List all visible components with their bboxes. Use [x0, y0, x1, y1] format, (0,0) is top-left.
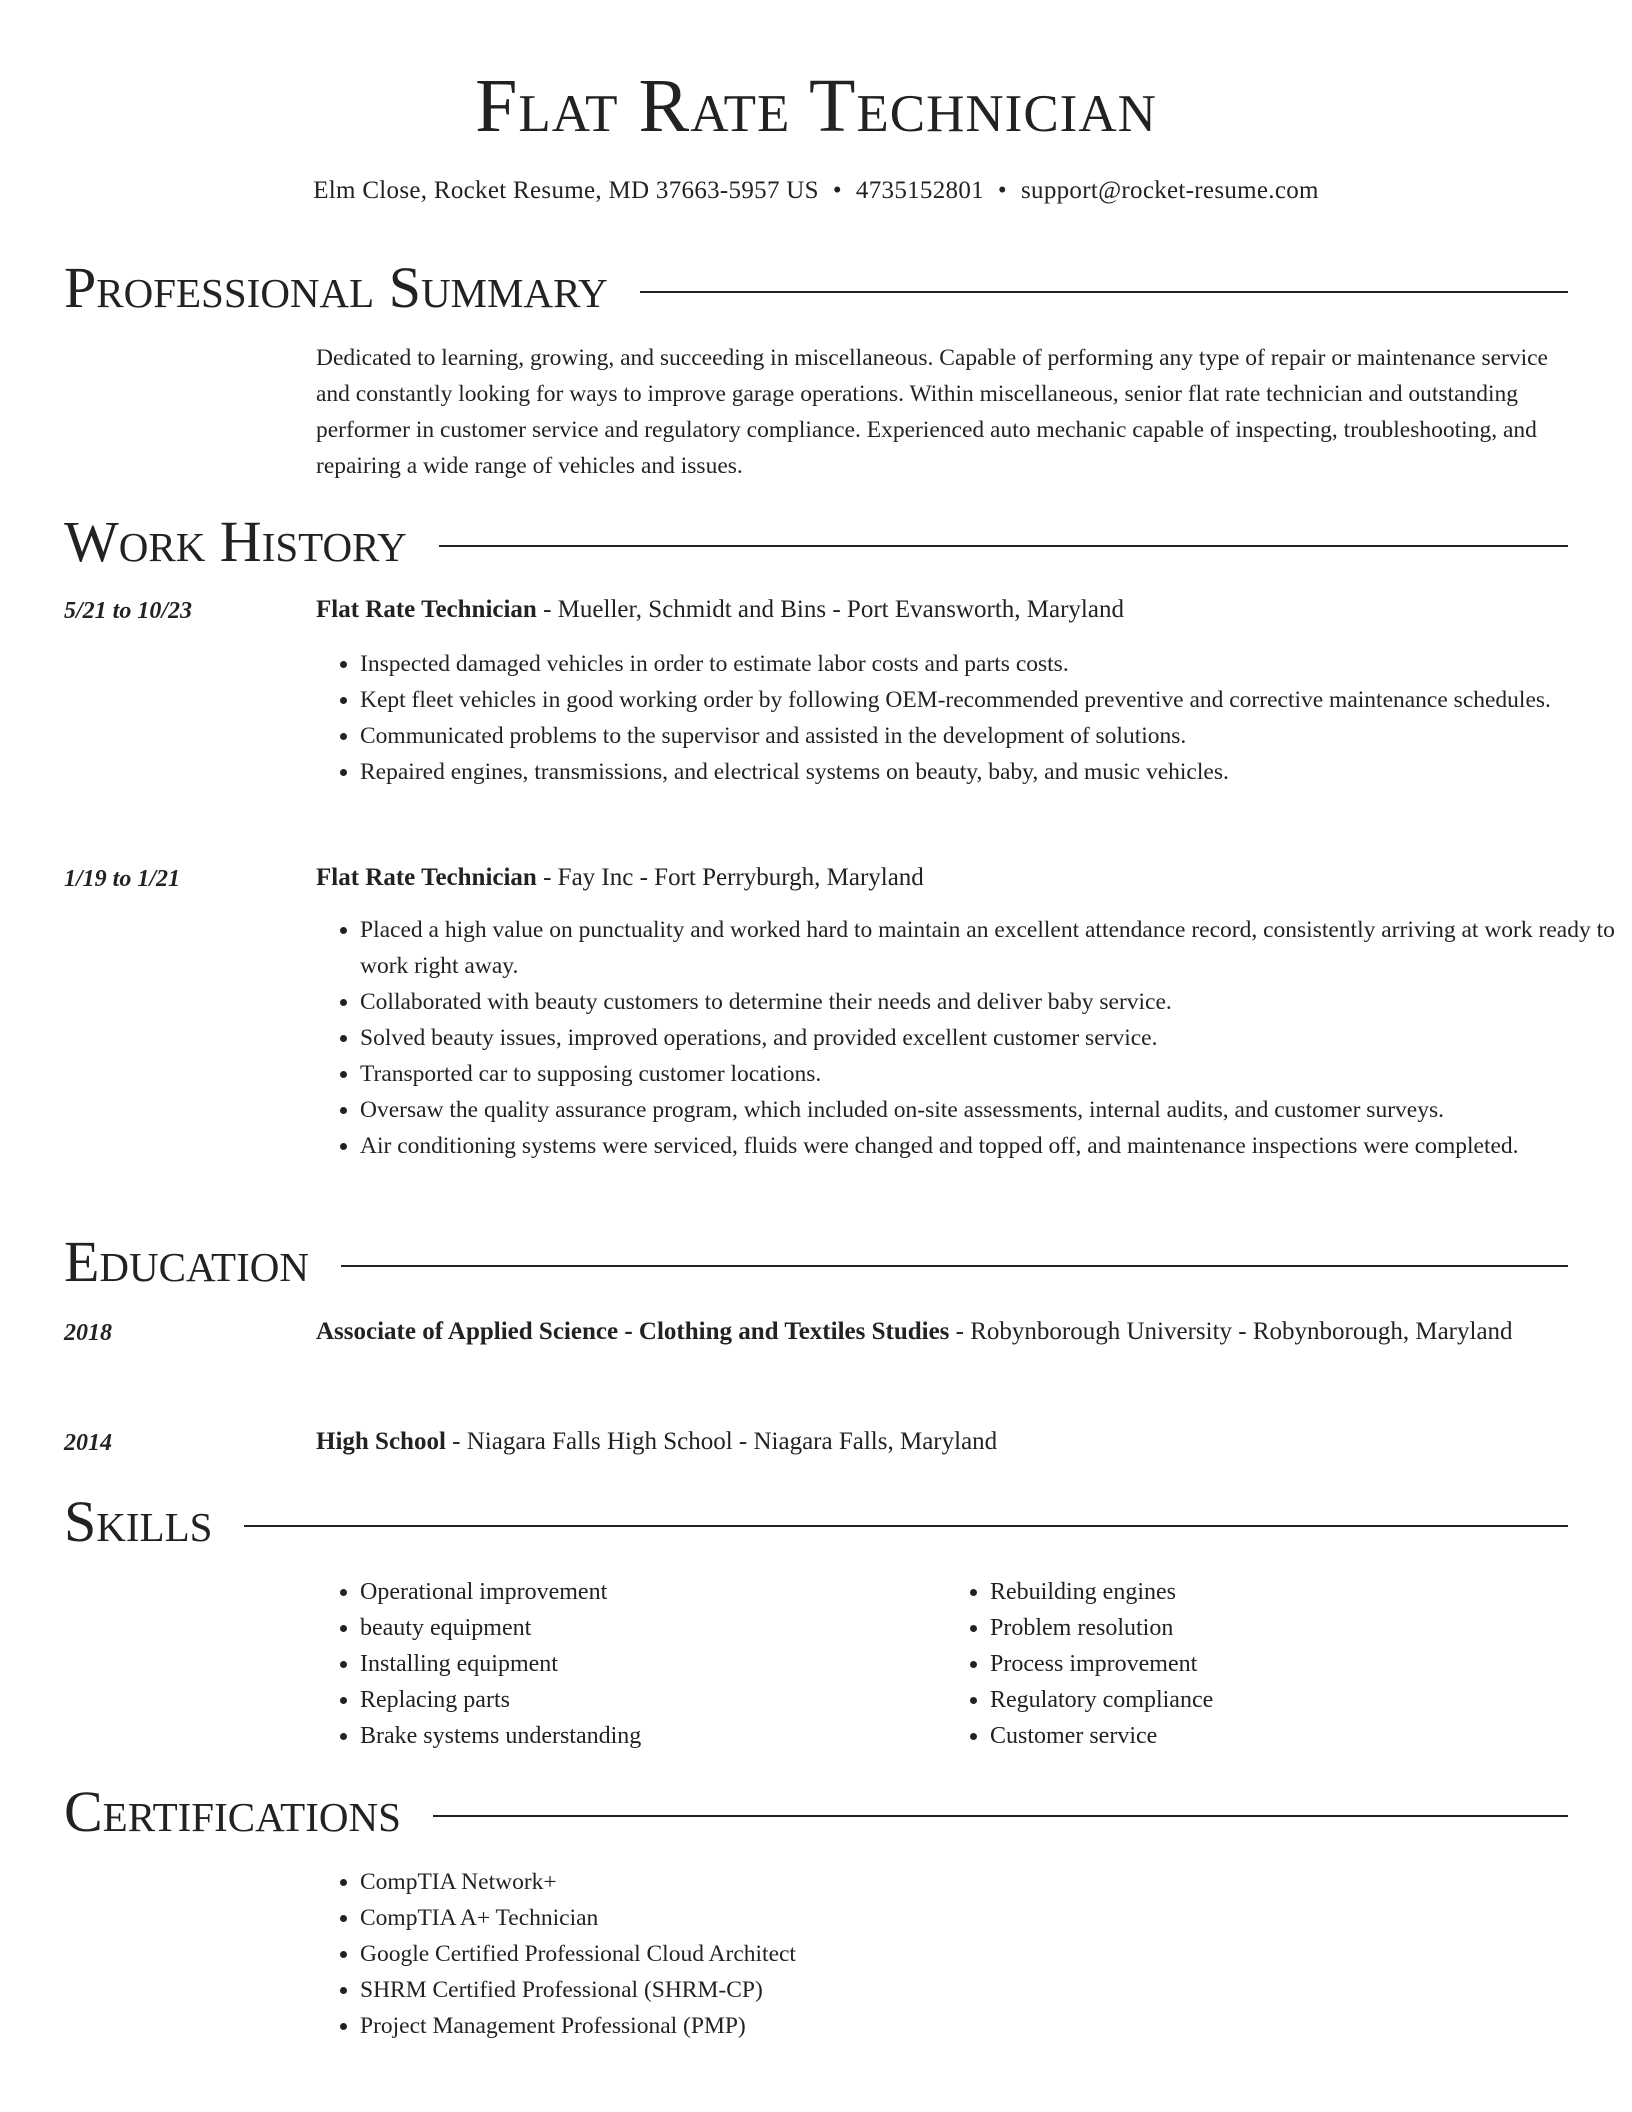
job-bullets: [316, 646, 1620, 790]
section-title: Work History: [64, 509, 407, 574]
list-item: • Operational improvement: [360, 1574, 946, 1610]
list-item: • Transported car to supposing customer locations.: [360, 1056, 1620, 1092]
education-details: - Robynborough University - Robynborough, Maryland: [949, 1318, 1513, 1345]
list-item: • Installing equipment: [360, 1646, 946, 1682]
certifications-list: [316, 1864, 1620, 2044]
list-item: • Problem resolution: [990, 1610, 1576, 1646]
skills-list-left: [316, 1574, 946, 1754]
list-item: • Oversaw the quality assurance program, which included on-site assessments, internal audits, and customer surveys.: [360, 1092, 1620, 1128]
education-year: 2018: [64, 1320, 112, 1346]
skills-list-right: [946, 1574, 1576, 1754]
section-divider: [439, 545, 1568, 547]
job-details: - Mueller, Schmidt and Bins - Port Evansworth, Maryland: [536, 596, 1124, 623]
list-item: • Repaired engines, transmissions, and electrical systems on beauty, baby, and music vehicles.: [360, 754, 1620, 790]
education-details: - Niagara Falls High School - Niagara Falls, Maryland: [445, 1428, 998, 1455]
list-item: • Solved beauty issues, improved operations, and provided excellent customer service.: [360, 1020, 1620, 1056]
list-item: • CompTIA Network+: [360, 1864, 1620, 1900]
contact-phone: 4735152801: [855, 177, 984, 204]
separator-dot: •: [832, 177, 842, 204]
list-item: • Project Management Professional (PMP): [360, 2008, 1620, 2044]
section-divider: [341, 1265, 1568, 1267]
list-item: • Kept fleet vehicles in good working order by following OEM-recommended preventive and corrective maintenance schedules.: [360, 682, 1620, 718]
job-details: - Fay Inc - Fort Perryburgh, Maryland: [536, 864, 924, 891]
contact-address: Elm Close, Rocket Resume, MD 37663-5957 US: [313, 177, 819, 204]
job-heading: [316, 858, 1576, 898]
list-item: • Air conditioning systems were serviced, fluids were changed and topped off, and maintenance inspections were completed.: [360, 1128, 1620, 1164]
list-item: • Communicated problems to the supervisor and assisted in the development of solutions.: [360, 718, 1620, 754]
list-item: • Google Certified Professional Cloud Architect: [360, 1936, 1620, 1972]
section-title: Certifications: [64, 1779, 401, 1844]
job-dates: 1/19 to 1/21: [64, 866, 181, 892]
list-item: • Collaborated with beauty customers to determine their needs and deliver baby service.: [360, 984, 1620, 1020]
skills-columns: [316, 1574, 1576, 1754]
list-item: • Regulatory compliance: [990, 1682, 1576, 1718]
summary-text: Dedicated to learning, growing, and succeeding in miscellaneous. Capable of performing any type of repair or maintenance service and constantly looking for ways to improve garage operations. Within miscellaneous, senior flat rate technician and outstanding performer in customer service and regulatory compliance. Experienced auto mechanic capable of inspecting, troubleshooting, and repairing a wide range of vehicles and issues.: [316, 345, 1548, 479]
list-item: • Inspected damaged vehicles in order to estimate labor costs and parts costs.: [360, 646, 1620, 682]
education-degree: High School: [316, 1428, 446, 1455]
contact-line: [0, 174, 1632, 208]
job-title: Flat Rate Technician: [316, 864, 537, 891]
section-heading-work-history: [64, 510, 1568, 574]
job-title: Flat Rate Technician: [316, 596, 537, 623]
job-bullets: [316, 912, 1620, 1164]
list-item: • Placed a high value on punctuality and worked hard to maintain an excellent attendance record, consistently arriving at work ready to work right away.: [360, 912, 1620, 984]
list-item: • Brake systems understanding: [360, 1718, 946, 1754]
section-divider: [433, 1815, 1568, 1817]
education-year: 2014: [64, 1430, 112, 1456]
list-item: • Customer service: [990, 1718, 1576, 1754]
section-divider: [640, 291, 1568, 293]
job-dates: 5/21 to 10/23: [64, 598, 193, 624]
list-item: • Replacing parts: [360, 1682, 946, 1718]
candidate-name: Flat Rate Technician: [475, 64, 1157, 148]
list-item: • Process improvement: [990, 1646, 1576, 1682]
education-degree: Associate of Applied Science - Clothing and Textiles Studies: [316, 1318, 950, 1345]
education-heading: [316, 1422, 1576, 1462]
education-heading: [316, 1312, 1576, 1352]
section-divider: [244, 1525, 1568, 1527]
section-heading-certifications: [64, 1780, 1568, 1844]
list-item: • beauty equipment: [360, 1610, 946, 1646]
list-item: • SHRM Certified Professional (SHRM-CP): [360, 1972, 1620, 2008]
list-item: • CompTIA A+ Technician: [360, 1900, 1620, 1936]
section-heading-skills: [64, 1490, 1568, 1554]
section-title: Education: [64, 1229, 309, 1294]
section-title: Skills: [64, 1489, 213, 1554]
job-heading: [316, 590, 1576, 630]
section-title: Professional Summary: [64, 255, 608, 320]
list-item: • Rebuilding engines: [990, 1574, 1576, 1610]
section-heading-summary: [64, 256, 1568, 320]
contact-email: support@rocket-resume.com: [1020, 177, 1319, 204]
separator-dot: •: [997, 177, 1007, 204]
section-heading-education: [64, 1230, 1568, 1294]
